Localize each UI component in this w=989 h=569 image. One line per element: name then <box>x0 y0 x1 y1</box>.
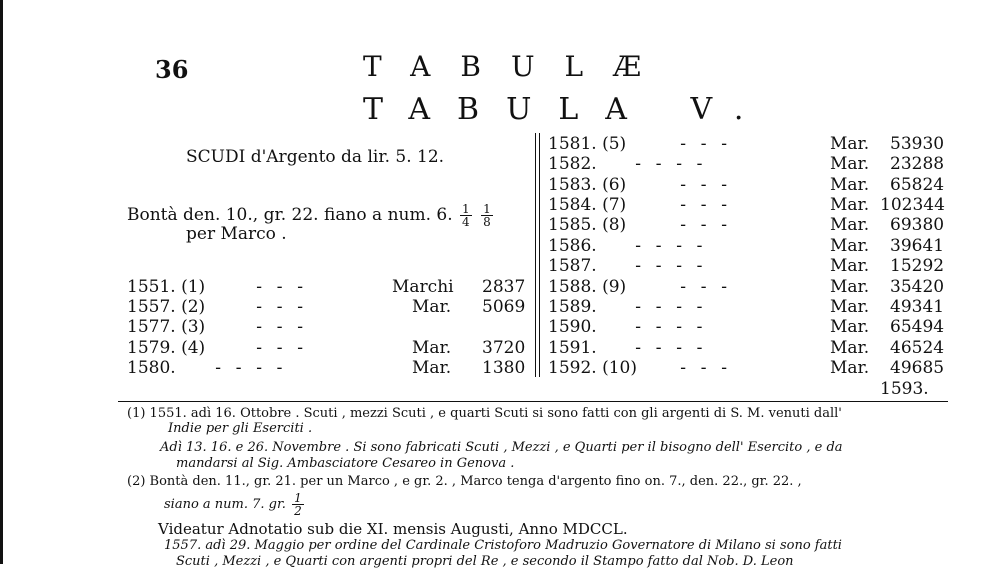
table-row <box>127 297 527 317</box>
amount-cell: 5069 <box>482 297 526 317</box>
unit-cell: Mar. <box>830 317 870 337</box>
year-cell: 1551. (1) <box>127 277 206 297</box>
year-cell: 1590. <box>548 317 597 337</box>
year-cell: 1583. (6) <box>548 175 627 195</box>
year-cell: 1586. <box>548 236 597 256</box>
unit-cell: Mar. <box>412 358 452 378</box>
fraction-half <box>292 492 304 517</box>
amount-cell: 102344 <box>880 195 945 215</box>
unit-cell: Mar. <box>830 358 870 378</box>
year-cell: 1588. (9) <box>548 277 627 297</box>
amount-cell: 49341 <box>890 297 945 317</box>
note-2-line-2 <box>164 492 306 517</box>
amount-cell: 39641 <box>890 236 945 256</box>
amount-cell: 53930 <box>890 134 945 154</box>
amount-cell: 35420 <box>890 277 945 297</box>
dash-leader: - - - - <box>633 317 705 337</box>
year-cell: 1591. <box>548 338 597 358</box>
amount-cell: 1380 <box>482 358 526 378</box>
dash-leader: - - - - <box>633 236 705 256</box>
unit-cell: Mar. <box>830 236 870 256</box>
table-row <box>548 134 943 154</box>
table-row <box>548 297 943 317</box>
unit-cell: Mar. <box>830 256 870 276</box>
table-row <box>548 358 943 378</box>
dash-leader: - - - <box>678 195 730 215</box>
dash-leader: - - - <box>254 338 306 358</box>
bonta-line <box>127 203 495 228</box>
table-row <box>548 215 943 235</box>
note-2-line-5: Scuti , Mezzi , e Quarti con argenti propri del Re , e secondo il Stampo fatto dal Nob. D. Leon <box>176 554 794 569</box>
note-1-line-1: (1) 1551. adì 16. Ottobre . Scuti , mezzi Scuti , e quarti Scuti si sono fatti con gli argenti di S. M. venuti dall' <box>127 406 842 421</box>
amount-cell: 65824 <box>890 175 945 195</box>
dash-leader: - - - <box>678 215 730 235</box>
page-number: 36 <box>155 55 189 84</box>
amount-cell: 69380 <box>890 215 945 235</box>
table-row <box>548 317 943 337</box>
unit-cell: Mar. <box>830 338 870 358</box>
year-cell: 1587. <box>548 256 597 276</box>
table-row <box>127 358 527 378</box>
year-cell: 1582. <box>548 154 597 174</box>
table-row <box>548 338 943 358</box>
table-row <box>548 277 943 297</box>
dash-leader: - - - <box>254 277 306 297</box>
table-title: TABULA V. <box>363 92 771 127</box>
amount-cell: 15292 <box>890 256 945 276</box>
year-cell: 1579. (4) <box>127 338 206 358</box>
fraction-numerator: 1 <box>483 202 491 216</box>
table-row <box>548 195 943 215</box>
amount-cell: 2837 <box>482 277 526 297</box>
per-marco: per Marco . <box>186 224 287 244</box>
unit-cell: Mar. <box>830 175 870 195</box>
dash-leader: - - - - <box>633 297 705 317</box>
fraction-quarter <box>460 203 472 228</box>
year-cell: 1589. <box>548 297 597 317</box>
year-cell: 1580. <box>127 358 176 378</box>
bonta-text: Bontà den. 10., gr. 22. fiano a num. 6. <box>127 205 453 225</box>
table-row <box>548 236 943 256</box>
dash-leader: - - - - <box>633 154 705 174</box>
dash-leader: - - - <box>678 277 730 297</box>
table-row <box>127 317 527 337</box>
amount-cell: 46524 <box>890 338 945 358</box>
note-1-line-2: Indie per gli Eserciti . <box>168 421 313 436</box>
table-row <box>548 154 943 174</box>
dash-leader: - - - - <box>633 338 705 358</box>
column-divider <box>535 133 536 377</box>
page-edge-line <box>0 0 3 564</box>
fraction-denominator: 8 <box>483 215 491 229</box>
unit-cell: Mar. <box>830 297 870 317</box>
year-cell: 1557. (2) <box>127 297 206 317</box>
dash-leader: - - - <box>678 175 730 195</box>
column-divider <box>539 133 540 377</box>
running-title: TABULÆ <box>363 50 672 83</box>
dash-leader: - - - <box>254 297 306 317</box>
unit-cell: Mar. <box>830 215 870 235</box>
table-row <box>127 277 527 297</box>
note-1-line-4: mandarsi al Sig. Ambasciatore Cesareo in Genova . <box>176 456 515 471</box>
unit-cell: Mar. <box>830 134 870 154</box>
note-2-line-2-text: siano a num. 7. gr. <box>164 497 286 512</box>
note-1-line-3: Adì 13. 16. e 26. Novembre . Si sono fabricati Scuti , Mezzi , e Quarti per il bisogno dell' Esercito , e da <box>160 440 843 455</box>
year-cell: 1585. (8) <box>548 215 627 235</box>
year-cell: 1581. (5) <box>548 134 627 154</box>
dash-leader: - - - <box>678 358 730 378</box>
coin-heading: SCUDI d'Argento da lir. 5. 12. <box>186 147 445 167</box>
note-2-line-4: 1557. adì 29. Maggio per ordine del Cardinale Cristoforo Madruzio Governatore di Milano si sono fatti <box>164 538 842 553</box>
fraction-numerator: 1 <box>294 491 302 505</box>
fraction-eighth <box>481 203 493 228</box>
fraction-denominator: 2 <box>294 504 302 518</box>
unit-cell: Mar. <box>830 195 870 215</box>
dash-leader: - - - - <box>633 256 705 276</box>
unit-cell: Mar. <box>830 277 870 297</box>
amount-cell: 23288 <box>890 154 945 174</box>
dash-leader: - - - <box>678 134 730 154</box>
dash-leader: - - - <box>254 317 306 337</box>
unit-cell: Mar. <box>412 338 452 358</box>
note-2-line-1: (2) Bontà den. 11., gr. 21. per un Marco , e gr. 2. , Marco tenga d'argento fino on. 7., den. 22., gr. 22. , <box>127 474 802 489</box>
table-row <box>127 338 527 358</box>
table-row <box>548 175 943 195</box>
amount-cell: 49685 <box>890 358 945 378</box>
trailing-year: 1593. <box>880 379 929 399</box>
table-row <box>548 256 943 276</box>
dash-leader: - - - - <box>213 358 285 378</box>
fraction-denominator: 4 <box>462 215 470 229</box>
fraction-numerator: 1 <box>462 202 470 216</box>
unit-cell: Marchi <box>392 277 454 297</box>
year-cell: 1592. (10) <box>548 358 637 378</box>
notes-separator <box>118 401 948 402</box>
amount-cell: 65494 <box>890 317 945 337</box>
year-cell: 1584. (7) <box>548 195 627 215</box>
unit-cell: Mar. <box>830 154 870 174</box>
note-2-line-3: Videatur Adnotatio sub die XI. mensis Augusti, Anno MDCCL. <box>158 520 628 538</box>
unit-cell: Mar. <box>412 297 452 317</box>
year-cell: 1577. (3) <box>127 317 206 337</box>
amount-cell: 3720 <box>482 338 526 358</box>
